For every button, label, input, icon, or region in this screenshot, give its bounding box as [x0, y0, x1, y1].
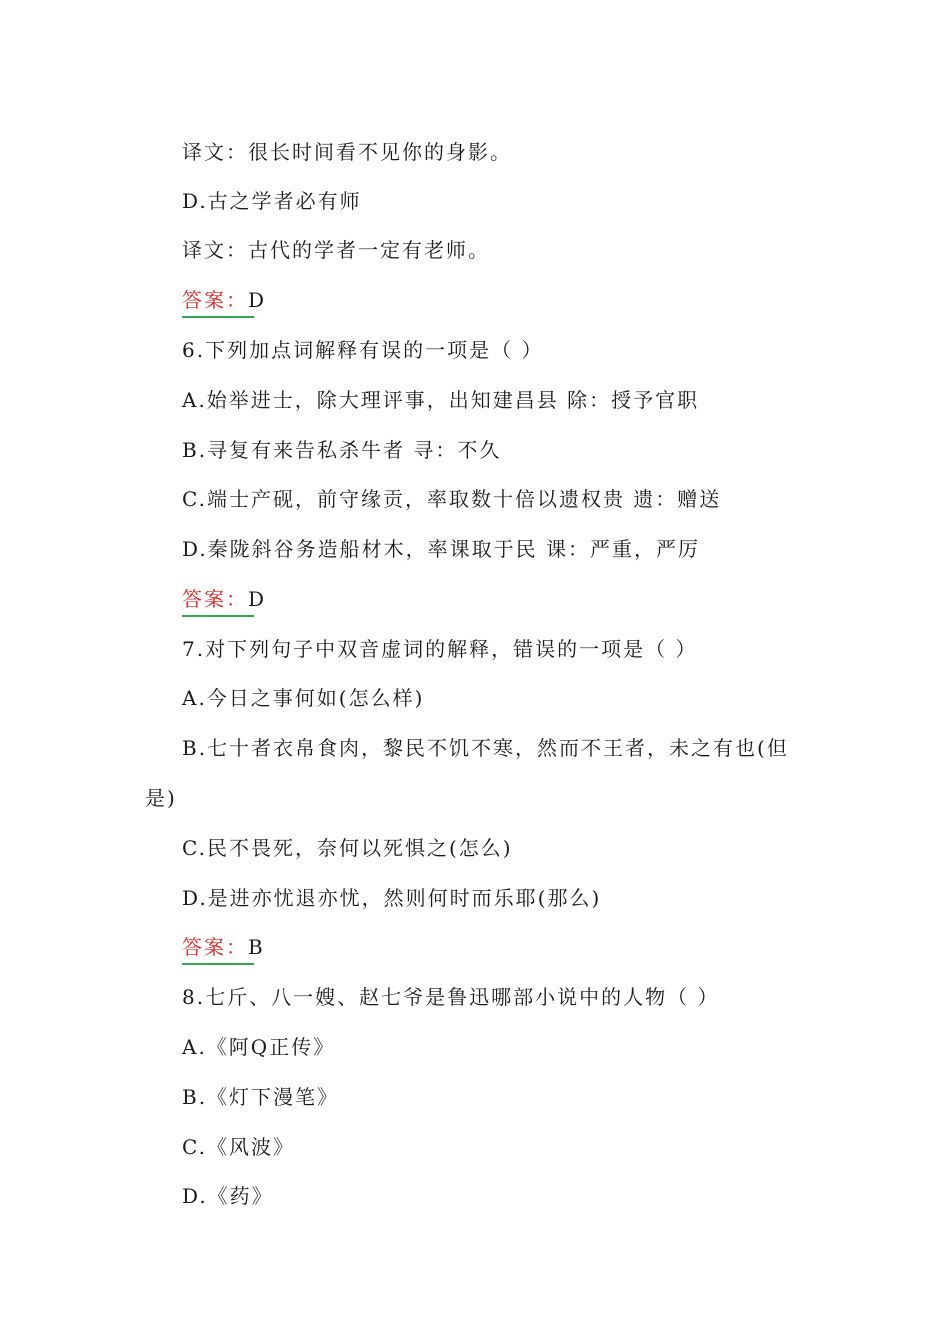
option-7b: B.七十者衣帛食肉，黎民不饥不寒，然而不王者，未之有也(但 [182, 736, 789, 760]
translation-c: 译文：很长时间看不见你的身影。 [182, 140, 512, 164]
option-8b: B.《灯下漫笔》 [182, 1085, 340, 1109]
answer-q6 [182, 585, 266, 613]
answer-q7 [182, 933, 265, 961]
option-7a: A.今日之事何如(怎么样) [182, 686, 425, 710]
option-7b-continued: 是) [145, 786, 177, 810]
option-8d: D.《药》 [182, 1184, 274, 1208]
question-8: 8.七斤、八一嫂、赵七爷是鲁迅哪部小说中的人物（ ） [182, 985, 720, 1009]
option-8a: A.《阿Q正传》 [182, 1035, 336, 1059]
answer-label: 答案： [182, 288, 248, 312]
answer-value: D [248, 288, 267, 312]
option-6c: C.端士产砚，前守缘贡，率取数十倍以遗权贵 遗：赠送 [182, 487, 722, 511]
answer-label: 答案： [182, 587, 248, 611]
answer-value: D [248, 587, 267, 611]
option-7c: C.民不畏死，奈何以死惧之(怎么) [182, 836, 513, 860]
answer-label: 答案： [182, 935, 248, 959]
option-6b: B.寻复有来告私杀牛者 寻：不久 [182, 438, 502, 462]
option-6a: A.始举进士，除大理评事，出知建昌县 除：授予官职 [182, 388, 700, 412]
translation-d: 译文：古代的学者一定有老师。 [182, 238, 490, 262]
question-7: 7.对下列句子中双音虚词的解释，错误的一项是（ ） [182, 637, 698, 661]
option-6d: D.秦陇斜谷务造船材木，率课取于民 课：严重，严厉 [182, 537, 701, 561]
option-7d: D.是进亦忧退亦忧，然则何时而乐耶(那么) [182, 886, 602, 910]
answer-q5 [182, 286, 266, 314]
option-5d: D.古之学者必有师 [182, 189, 362, 213]
answer-value: B [248, 935, 265, 959]
option-8c: C.《风波》 [182, 1135, 295, 1159]
question-6: 6.下列加点词解释有误的一项是（ ） [182, 338, 544, 362]
